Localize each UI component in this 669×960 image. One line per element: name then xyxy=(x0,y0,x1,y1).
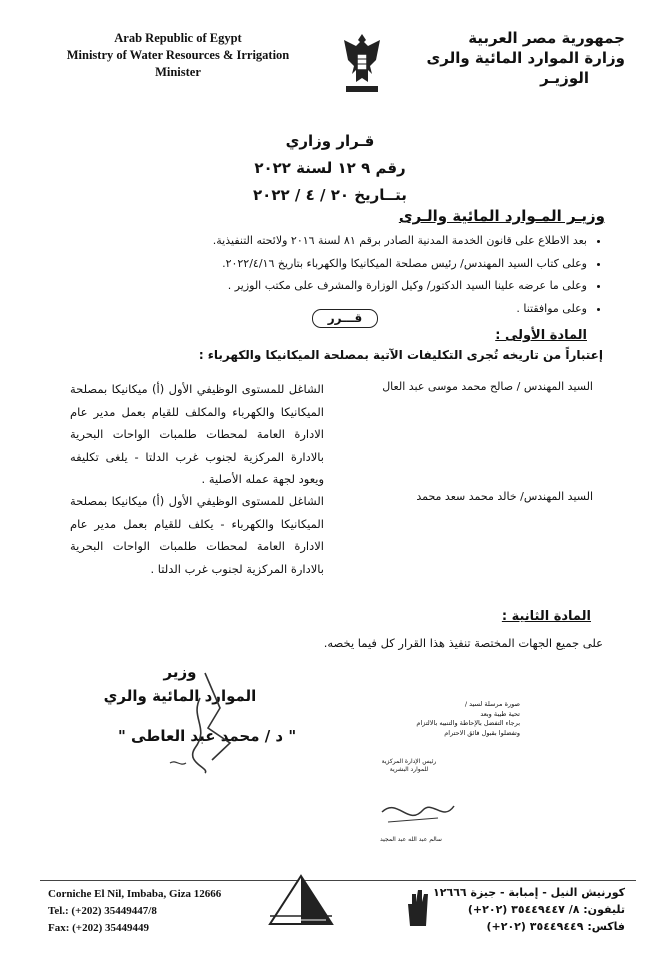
decree-title: قـرار وزاري xyxy=(285,132,375,150)
preamble-item: • وعلى موافقتنا . xyxy=(67,298,587,321)
footer-divider xyxy=(40,880,636,881)
assignment-description: الشاغل للمستوى الوظيفي الأول (أ) ميكانيكا بمصلحة الميكانيكا والكهرباء والمكلف للقيام بعمل مدير عام الادارة العامة لمحطات طلمبات الواحات البحرية بالادارة المركزية لجنوب غرب الدلتا - يلغى تكليفه ويعود لجهة عمله الأصلية . xyxy=(70,382,324,486)
copy-line: برجاء التفضل بالإحاطة والتنبيه بالالتزام xyxy=(416,719,520,727)
decree-heading xyxy=(200,128,460,209)
article-two-heading: المادة الثانية : xyxy=(501,609,591,624)
header-english xyxy=(58,30,298,81)
assignee-name: السيد المهندس / صالح محمد موسى عبد العال xyxy=(382,380,593,393)
header-ar-line: الوزيـر xyxy=(540,69,589,87)
stamp-line: رئيس الإدارة المركزية xyxy=(381,758,437,765)
preamble-list xyxy=(67,230,605,320)
header-en-line: Ministry of Water Resources & Irrigation xyxy=(66,48,290,62)
assignment-description: الشاغل للمستوى الوظيفي الأول (أ) ميكانيكا بمصلحة الميكانيكا والكهرباء - يكلف للقيام بعمل مدير عام الادارة العامة لمحطات طلمبات الواحات البحرية بالادارة المركزية لجنوب غرب الدلتا . xyxy=(70,494,324,576)
copy-line: تحية طيبة وبعد xyxy=(480,709,520,718)
copy-line: وتفضلوا بقبول فائق الاحترام xyxy=(444,728,520,737)
footer-tel: Tel.: (+202) 35449447/8 xyxy=(48,905,157,917)
article-one-heading: المادة الأولى : xyxy=(495,328,587,343)
decree-date: بتــاريخ ٢٠ / ٤ / ٢٠٢٢ xyxy=(253,186,407,204)
assignee-name: السيد المهندس/ خالد محمد سعد محمد xyxy=(416,490,593,503)
stamp-name: سالم عبد الله عبد المجيد xyxy=(380,836,442,843)
eagle-emblem-icon xyxy=(338,30,386,98)
footer-fax-ar: فاكس: ٣٥٤٤٩٤٤٩ (٢٠٢+) xyxy=(486,920,625,933)
article-one-intro: إعتباراً من تاريخه تُجرى التكليفات الآتية بمصلحة الميكانيكا والكهرباء : xyxy=(198,348,603,362)
signature-ministry: الموارد المائية والري xyxy=(103,687,257,705)
article-two-text: على جميع الجهات المختصة تنفيذ هذا القرار كل فيما يخصه. xyxy=(323,636,603,650)
footer-tel-ar: تليفون: ٨/ ٣٥٤٤٩٤٤٧ (٢٠٢+) xyxy=(467,903,625,916)
header-en-line: Minister xyxy=(155,65,201,79)
footer-address: Corniche El Nil, Imbaba, Giza 12666 xyxy=(48,888,222,900)
preamble-item: • وعلى كتاب السيد المهندس/ رئيس مصلحة الميكانيكا والكهرباء بتاريخ ٢٠٢٢/٤/١٦. xyxy=(67,253,587,276)
decree-number: رقم ٩ ١٢ لسنة ٢٠٢٢ xyxy=(254,159,406,177)
header-ar-line: جمهورية مصر العربية xyxy=(468,29,625,47)
hr-stamp xyxy=(380,758,438,774)
footer-english xyxy=(48,886,221,937)
signatory-name: " د / محمد عبد العاطى " xyxy=(118,727,297,745)
footer-arabic xyxy=(433,884,625,935)
footer-address-ar: كورنيش النيل - إمبابة - جيزة ١٢٦٦٦ xyxy=(433,886,625,899)
handwritten-signature xyxy=(150,668,260,778)
signature-title: وزير xyxy=(163,663,197,681)
stamp-line: للموارد البشرية xyxy=(389,766,429,773)
decided-label: قـــرر xyxy=(312,309,378,328)
header-en-line: Arab Republic of Egypt xyxy=(114,31,242,45)
hand-logo-icon xyxy=(400,886,434,930)
header-ar-line: وزارة الموارد المائية والرى xyxy=(426,49,625,67)
copy-notice xyxy=(380,700,520,738)
pyramid-logo-icon xyxy=(266,872,336,930)
footer-fax: Fax: (+202) 35449449 xyxy=(48,922,149,934)
copy-line: صورة مرسلة لسيد / xyxy=(464,700,520,708)
header-arabic xyxy=(405,28,625,88)
preamble-item: • بعد الاطلاع على قانون الخدمة المدنية الصادر برقم ٨١ لسنة ٢٠١٦ ولائحته التنفيذية. xyxy=(67,230,587,253)
minister-line: وزيـر المـوارد المائية والـرى xyxy=(398,207,605,225)
stamp-signature xyxy=(378,792,458,832)
preamble-item: • وعلى ما عرضه علينا السيد الدكتور/ وكيل الوزارة والمشرف على مكتب الوزير . xyxy=(67,275,587,298)
